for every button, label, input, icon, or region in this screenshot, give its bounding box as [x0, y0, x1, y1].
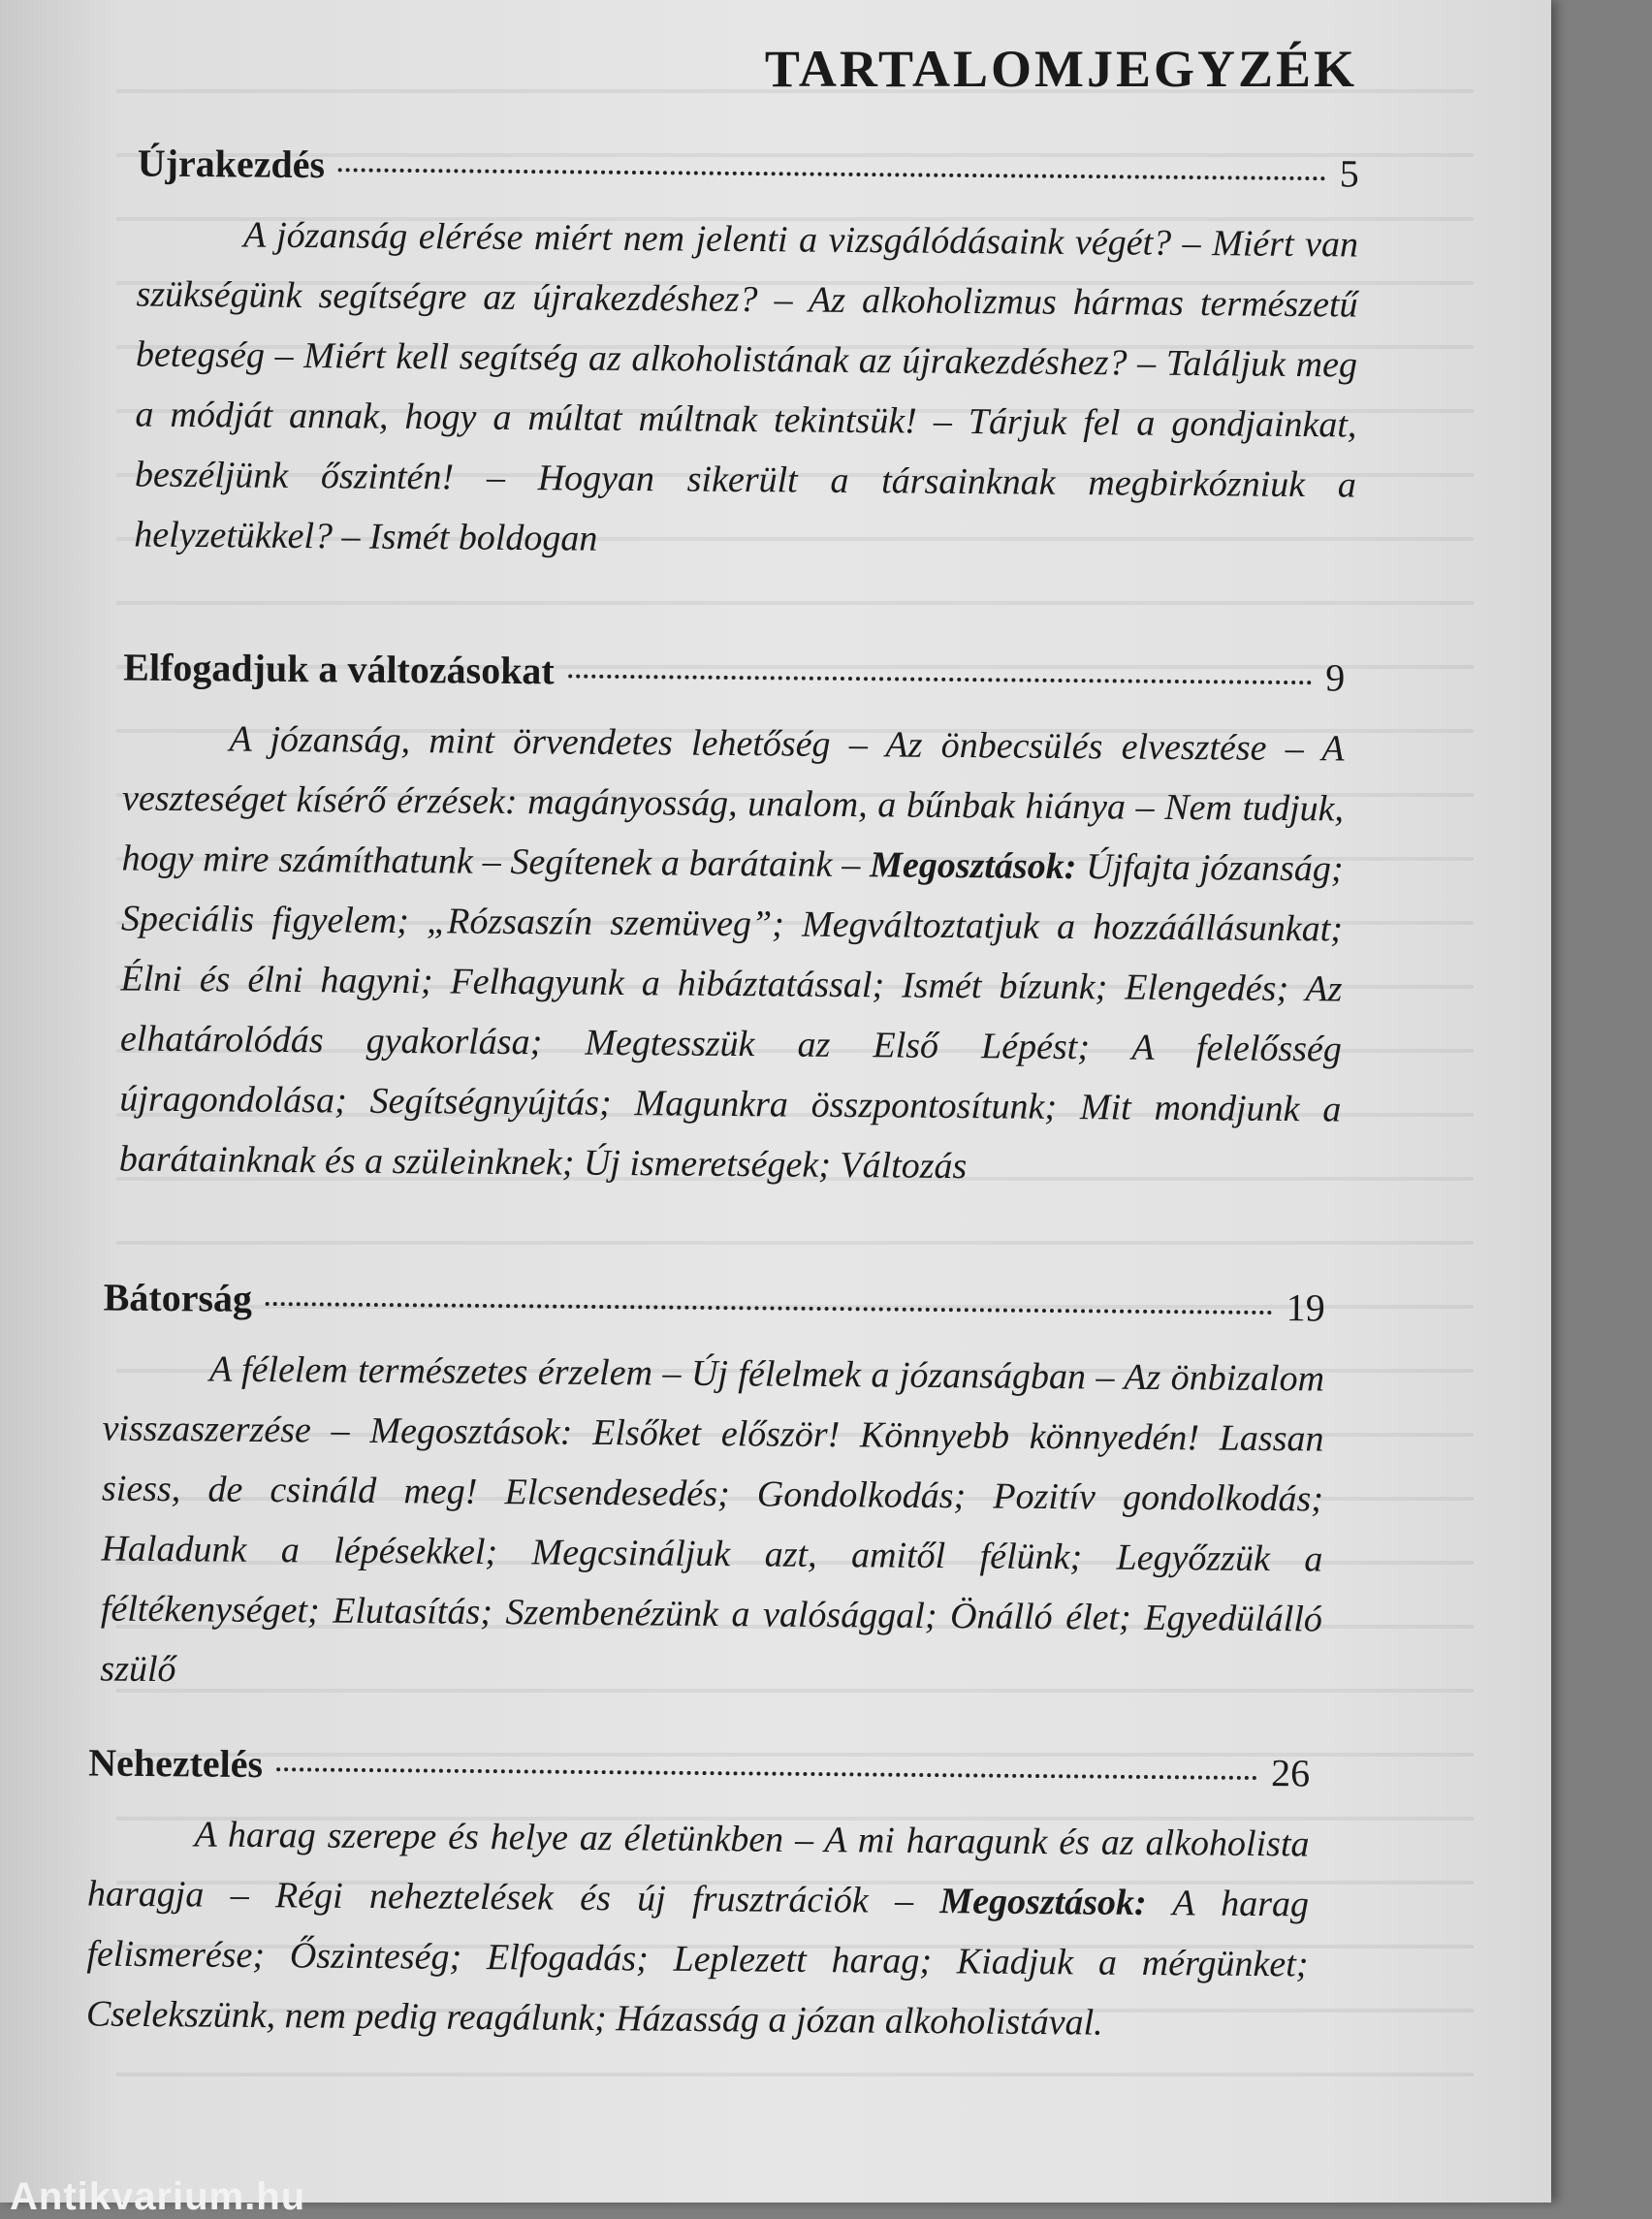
text-run: A józanság, mint örvendetes lehetőség – Az önbecsülés elvesztése – A veszteséget kísérő érzések: magányosság, unalom, a bűnbak hiánya – Nem tudjuk, hogy mire számíthatunk – Segítenek a barátaink – [121, 718, 1345, 886]
dot-leader [266, 1302, 1273, 1315]
toc-entry-header [103, 1275, 1324, 1344]
toc-entry-header [137, 141, 1358, 209]
bold-run: Megosztások: [869, 844, 1077, 888]
toc-entry-header [88, 1740, 1310, 1809]
toc-section-elfogadjuk-a-valtozasokat [119, 645, 1346, 1200]
toc-entry-description [100, 1339, 1324, 1710]
toc-section-batorsag [100, 1275, 1325, 1710]
toc-entry-title: Neheztelés [87, 1740, 264, 1787]
toc-entry-page-number: 26 [1270, 1751, 1311, 1795]
toc-entry-title: Bátorság [103, 1275, 253, 1320]
toc-entry-description [134, 205, 1358, 576]
toc-entry-description [86, 1804, 1310, 2055]
dot-leader [276, 1767, 1257, 1780]
text-run: A félelem természetes érzelem – Új félelmek a józanságban – Az önbizalom visszaszerzése – Megosztások: Elsőket először! Könnyebb könnyedén! Lassan siess, de csináld meg! Elcsendesedés; Gondolkodás; Pozitív gondolkodás; Haladunk a lépésekkel; Megcsináljuk azt, amitől félünk; Legyőzzük a féltékenységet; Elutasítás; Szembenézünk a valósággal; Önálló élet; Egyedülálló szülő [100, 1348, 1325, 1691]
text-run: A harag felismerése; Őszinteség; Elfogadás; Leplezett harag; Kiadjuk a mérgünket; Cselekszünk, nem pedig reagálunk; Házasság a józan alkoholistával. [85, 1883, 1310, 2044]
page-title: TARTALOMJEGYZÉK [764, 40, 1357, 98]
toc-entry-title: Elfogadjuk a változásokat [123, 645, 555, 693]
toc-section-ujrakezdes [134, 141, 1359, 576]
toc-entry-header [123, 645, 1345, 713]
text-run: A józanság elérése miért nem jelenti a vizsgálódásaink végét? – Miért van szükségünk segítségre az újrakezdéshez? – Az alkoholizmus hármas természetű betegség – Miért kell segítség az alkoholistának az újrakezdéshez? – Találjuk meg a módját annak, hogy a múltat múltnak tekintsük! – Tárjuk fel a gondjainkat, beszéljünk őszintén! – Hogyan sikerült a társainknak megbirkózniuk a helyzetükkel? – Ismét boldogan [134, 214, 1359, 559]
dot-leader [568, 675, 1313, 685]
watermark: Antikvarium.hu [10, 2175, 306, 2218]
bold-run: Megosztások: [939, 1881, 1147, 1924]
toc-entry-page-number: 9 [1325, 655, 1346, 700]
toc-entry-page-number: 19 [1286, 1285, 1325, 1330]
dot-leader [338, 168, 1326, 180]
text-run: A harag szerepe és helye az életünkben – A mi haragunk és az alkoholista haragja – Régi neheztelések és új frusztrációk – [86, 1814, 1310, 1922]
toc-section-neheztelés [86, 1740, 1311, 2055]
toc-entry-page-number: 5 [1339, 151, 1359, 196]
toc-entry-title: Újrakezdés [137, 141, 326, 187]
toc-entry-description [119, 709, 1345, 1200]
text-run: Újfajta józanság; Speciális figyelem; „Rózsaszín szemüveg”; Megváltoztatjuk a hozzáállásunkat; Élni és élni hagyni; Felhagyunk a hibáztatással; Ismét bízunk; Elengedés; Az elhatárolódás gyakorlása; Megtesszük az Első Lépést; A felelősség újragondolása; Segítségnyújtás; Magunkra összpontosítunk; Mit mondjunk a barátainknak és a szüleinknek; Új ismeretségek; Változás [118, 846, 1344, 1188]
